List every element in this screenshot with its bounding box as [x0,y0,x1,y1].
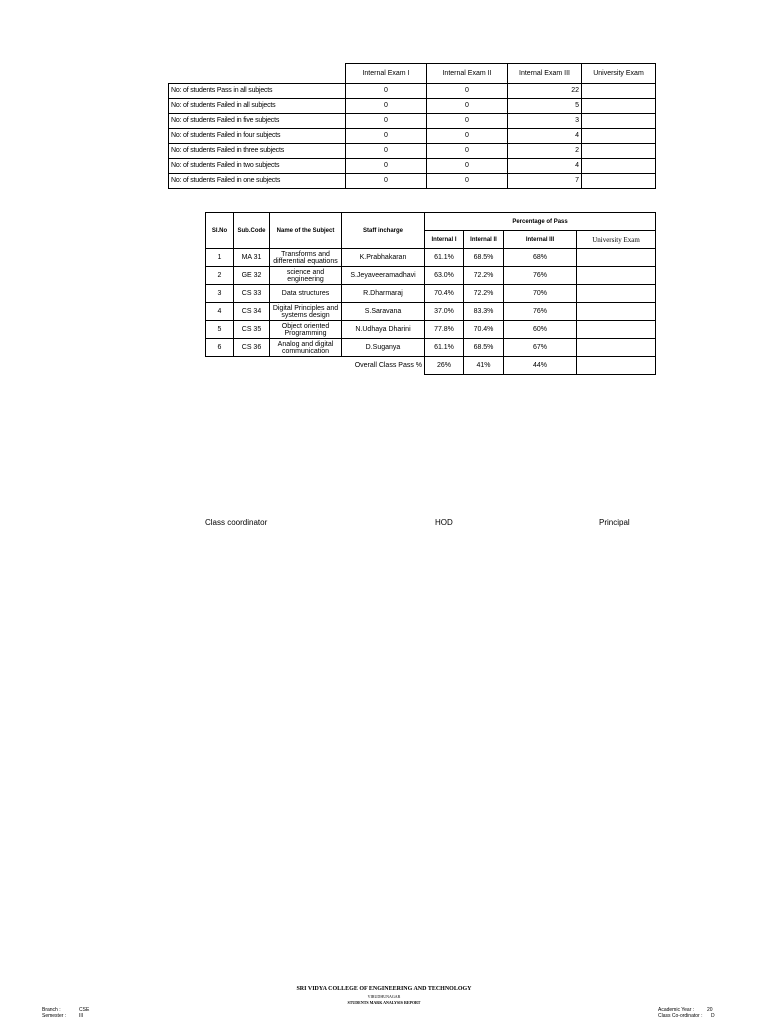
subject-name: Analog and digital communication [270,339,342,357]
subject-staff: S.Saravana [342,303,425,321]
subject-sno: 3 [206,285,234,303]
table-row [169,144,656,159]
subject-name: Object oriented Programming [270,321,342,339]
summary-cell-univ [582,129,656,144]
header-internal-2: Internal II [464,231,504,249]
summary-row-label: No: of students Pass in all subjects [169,84,346,99]
header-staff: Staff incharge [342,213,425,249]
summary-cell-ie2: 0 [427,144,508,159]
summary-cell-univ [582,99,656,114]
overall-university [577,357,656,375]
subject-internal-3: 68% [504,249,577,267]
summary-cell-ie1: 0 [346,129,427,144]
subject-internal-3: 76% [504,267,577,285]
summary-cell-ie2: 0 [427,99,508,114]
table-row [206,249,656,267]
subject-internal-2: 68.5% [464,339,504,357]
subject-staff: N.Udhaya Dharini [342,321,425,339]
hod-signature: HOD [435,518,453,527]
subject-internal-2: 72.2% [464,285,504,303]
subject-internal-3: 70% [504,285,577,303]
principal-signature: Principal [599,518,630,527]
subject-internal-1: 37.0% [425,303,464,321]
subject-name: science and engineering [270,267,342,285]
summary-row-label: No: of students Failed in three subjects [169,144,346,159]
subject-internal-3: 67% [504,339,577,357]
summary-header-ie3: Internal Exam III [508,64,582,84]
subject-internal-1: 63.0% [425,267,464,285]
summary-header-blank [169,64,346,84]
summary-cell-ie3: 4 [508,129,582,144]
branch-value: CSE [79,1007,90,1013]
class-coordinator-signature: Class coordinator [205,518,268,527]
subject-university [577,321,656,339]
table-row [169,99,656,114]
summary-cell-ie1: 0 [346,99,427,114]
table-row [169,129,656,144]
summary-cell-ie2: 0 [427,129,508,144]
summary-cell-ie2: 0 [427,159,508,174]
subject-code: CS 34 [234,303,270,321]
subject-staff: S.Jeyaveeramadhavi [342,267,425,285]
overall-class-pass-label: Overall Class Pass % [354,361,422,369]
subject-internal-3: 76% [504,303,577,321]
summary-cell-ie1: 0 [346,174,427,189]
academic-year-value: 20 [707,1007,713,1013]
summary-cell-ie1: 0 [346,144,427,159]
subject-internal-1: 77.8% [425,321,464,339]
subject-internal-2: 72.2% [464,267,504,285]
summary-cell-ie3: 2 [508,144,582,159]
table-row [206,285,656,303]
summary-row-label: No: of students Failed in five subjects [169,114,346,129]
summary-cell-ie1: 0 [346,159,427,174]
subject-university [577,303,656,321]
subject-sno: 2 [206,267,234,285]
subject-internal-2: 68.5% [464,249,504,267]
summary-cell-ie1: 0 [346,114,427,129]
summary-header-ie2: Internal Exam II [427,64,508,84]
summary-row-label: No: of students Failed in all subjects [169,99,346,114]
subject-name: Digital Principles and systems design [270,303,342,321]
overall-internal-3: 44% [504,357,577,375]
subject-sno: 1 [206,249,234,267]
summary-cell-ie3: 22 [508,84,582,99]
summary-cell-ie3: 7 [508,174,582,189]
header-university-exam: University Exam [577,231,656,249]
subject-name: Transforms and differential equations [270,249,342,267]
summary-header-ie1: Internal Exam I [346,64,427,84]
subject-staff: R.Dharmaraj [342,285,425,303]
subject-staff: K.Prabhakaran [342,249,425,267]
table-row [169,114,656,129]
table-row [206,267,656,285]
header-subcode: Sub.Code [234,213,270,249]
subject-staff: D.Suganya [342,339,425,357]
overall-internal-1: 26% [425,357,464,375]
subject-sno: 5 [206,321,234,339]
subject-code: MA 31 [234,249,270,267]
subject-internal-2: 70.4% [464,321,504,339]
subject-university [577,267,656,285]
summary-cell-ie3: 4 [508,159,582,174]
subject-university [577,249,656,267]
summary-row-label: No: of students Failed in two subjects [169,159,346,174]
summary-cell-univ [582,84,656,99]
summary-header-row [169,64,656,84]
subject-sno: 6 [206,339,234,357]
subject-code: CS 33 [234,285,270,303]
summary-row-label: No: of students Failed in one subjects [169,174,346,189]
summary-cell-ie2: 0 [427,114,508,129]
header-subject-name: Name of the Subject [270,213,342,249]
table-row [206,303,656,321]
overall-row [206,357,656,375]
header-internal-3: Internal III [504,231,577,249]
table-row [169,84,656,99]
summary-cell-ie2: 0 [427,84,508,99]
summary-cell-univ [582,114,656,129]
subject-code: CS 35 [234,321,270,339]
summary-cell-univ [582,159,656,174]
subject-header-row [206,213,656,231]
class-coordinator-value: D [711,1013,715,1019]
subject-pass-percentage-table [205,212,656,375]
table-row [169,159,656,174]
subject-university [577,285,656,303]
header-percentage-of-pass: Percentage of Pass [425,213,656,231]
subject-internal-1: 61.1% [425,339,464,357]
subject-code: CS 36 [234,339,270,357]
summary-header-univ: University Exam [582,64,656,84]
summary-cell-univ [582,144,656,159]
college-name: SRI VIDYA COLLEGE OF ENGINEERING AND TECHNOLOGY [296,986,472,992]
subject-sno: 4 [206,303,234,321]
college-town: VIRUDHUNAGAR [367,994,401,999]
table-row [206,339,656,357]
overall-internal-2: 41% [464,357,504,375]
class-coordinator-label: Class Co-ordinator : [658,1013,703,1019]
summary-cell-univ [582,174,656,189]
subject-internal-3: 60% [504,321,577,339]
table-row [206,321,656,339]
academic-year-label: Academic Year : [658,1007,695,1013]
summary-row-label: No: of students Failed in four subjects [169,129,346,144]
subject-name: Data structures [270,285,342,303]
summary-cell-ie3: 5 [508,99,582,114]
summary-cell-ie1: 0 [346,84,427,99]
header-internal-1: Internal I [425,231,464,249]
semester-value: III [79,1013,84,1019]
header-sno: Sl.No [206,213,234,249]
subject-code: GE 32 [234,267,270,285]
report-title: STUDENTS MARK ANALYSIS REPORT [347,1000,421,1005]
summary-cell-ie3: 3 [508,114,582,129]
subject-internal-1: 61.1% [425,249,464,267]
pass-fail-summary-table [168,63,656,189]
branch-label: Branch : [42,1007,61,1013]
subject-internal-2: 83.3% [464,303,504,321]
table-row [169,174,656,189]
subject-internal-1: 70.4% [425,285,464,303]
semester-label: Semester : [42,1013,67,1019]
summary-cell-ie2: 0 [427,174,508,189]
subject-university [577,339,656,357]
